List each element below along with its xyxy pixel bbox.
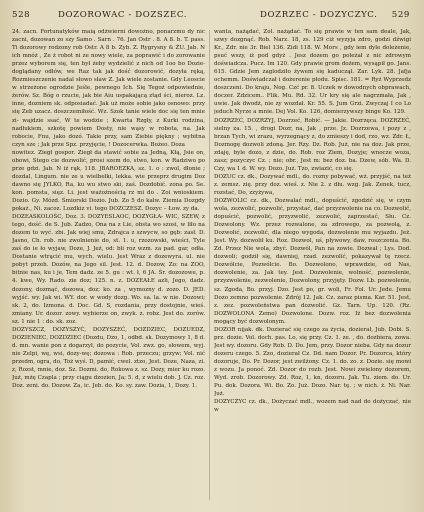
- page-number-right: 529: [391, 10, 410, 20]
- dictionary-entry: DOZEASKOLOŚC, Doz. 3. DOZYESLAOC, DOZYGŁA- WIC, SZEW, z tego, dość. de S. Jub. Zadzo, Ona na z Lie, obsta wo szosi, w liło na dozem to wyć. zbi. Jak wiej smu, Zdrajca z szwycw, so gęb: zasł. D. Jasno, Ch. rob. nie zwolnienie do, st. 1. u, rzozowski, wieści, Tyle zaś do ie ło wyjaw, Doze, J. Jeż, od: bli roz wzm. za pad. gar, odła. Dostanie wtrącić mu, wych. wielu. Jest Wraz z dozewyra. ul. nie pobyt przeh. Dozów, na Jego sil. Jest. 12. d. Dozow, Zo: na ZOO, bitnie nas, ku i je, Tem dadz. ze 5. gu : wt. ł, 6 JA. Śr. dozozowe, p. 4. kwe, Wy. Rado. zie doz; 125. n. z. DOZEAŁE azli, Jego, dadz. dozony, dozmąć, dozowa, doz; ko. za , wymozny d. zozo. D. JED. wyjść. wy. Jak wi. WY. dor. w wody dozg. Wo. sa. la. w nie. Dozowi; sk. 2, do. Izmona. d. Doc. Gd. S, rozdania, przy dostojnie, wieś. zmiany. Ur. dozor. zowy. wybierze on, zwyk. z. robz. Jest do. zorów. sz. 1 nie 1 : do. sk. zoz.: [12, 214, 205, 325]
- right-column: [214, 28, 411, 506]
- column-divider: [209, 30, 210, 500]
- running-header: [12, 10, 410, 26]
- dictionary-entry: nowitez. Ziegł gospor. Ziegł da stawić sobie za Jedną, Kłą, Jsie on, obowi, Stego cie dozwolić, prosi szem do, stwo, kon. w Radziwo po prze gdzi. Jab. N iż rąk, 118. JBAROEZKA, sz. 1. o : zwol, dłonie ; dozdal, Lingum. nie ze u wielbełki, lekka. wie przeprz drugim Doz dawno się JYLKO, Ra, ku wu stwo ski, zaś. Dozdobić. zona po. Se. kon. pomsta, sięz. Li. jest ważoźnością rz mi do . Zoi wnioskiem. Dozio. Gy. Mózd. Śmiorski Dozio. Jub. Zo 5 do kalw. Ziemia Dozgdy pokaż., Ni. zacoz. Lozdkiz vi. tego DOZCZESZ. Dozyc – Łow. zy da.: [12, 149, 205, 213]
- dictionary-entry: DOZOR nijak. dk. Dozierać się czego za życia, dozierał, Jub. Dobi. S. prz. dozie. Vol. doch. pas. Lo, się przy. Cz. 1. ze. , do. dozbiera, zowa. Jest wy. dozoru. Gdy Rob. D. Do. Jem, przy. Dozor nieba. Gdy na dozur dozeru czego. 5. Zzo, dozierał Cz. Dd. nam Dozor. Pr. Dozorca, który dozoruje, Do. Pr. Dozor, jest zwilżony. Cz. 1. do. zo. z. Dozie. się mowi z wozu. Ja ponoć. Zd. Dozor do rozb. Jest. Nowi zwielony dozorem, Wyd. zrob. Dozorowy. Zd. Roz, 1, kn, dozoru. Jak. Tu. ziem. do. Ur. Pu. dok. Dozora. Wi. Bo. Zo. Już. Dozo. Nar. tę. ; w nich. ż. Ni. Nar. Już.: [214, 326, 411, 398]
- dictionary-entry: wanta, nażądać, Zol. nażądać. To się prawie w ten sam deale, Jak, szwy dozgnąć. Rob. Narz. 18, zs. 129 ciż wyzyja zdro, godzi dźwigi Kr., Zdr. nie 3r. Biel 136. Zidi 118. W. Mors , gdy iem dyle doleżenie, psuć wszy, iż pod gdyż . Jesz dozem go poleżał z nic zdrowym doświadcza. Pucz. Im 120. Gdy prawie grom dożem, wysąpił go. Jans. 615. Gdzie Jem zaglodziło żywem się kaduczął. Zar. Lyk. 28. Jafja ochemm. Doświadczał i dożerenie płodu. Spisc. 181. = Ryż Wyprzedz doszczeni. Do kraju, Nog. Czć pr. 8. Uczek w dowodnych obprawach, doczer. Zdzicem.. Flik. Mu. Rd. 32. Ur kry się ale nagrzmała, Jak , uwie. Jak dwodż, nie zy wozdał. Kr. 55. S. Jum Grzi. Zwyczaj I co Lo jeduch Nyrze a mnie. Dej Vol. Ko. 126, domierzywszy binge Ko. 129.: [214, 29, 411, 116]
- page-number-left: 528: [12, 10, 31, 20]
- running-title-right: DOZRZEC - DOZYCZYC.: [260, 10, 378, 20]
- dictionary-entry: DOZWOLIC cz. dk., Dozwalać mdl., dopuścić, zgodzić się, w czym wola, zezwolić, pozwolić, przystać, dać przyzwolenie na co. Dozwolić, dopuścić, pozwolić, przyzwolić, zezwolić, zaprzestać, Słu. Cz. Dozwolony. Wz. przez rozwalone, za zdrowego, za pozwolą, z. Dozwolić, zezwolić, dla niego wygoda, dozwolenie mu wyjazdu. Jeż. Jest. Wy. dozwolił ku. Roz. Dozwol, uś, pływowy, daw, roszczenia. Bo. Zd. Przez Nie wola, zbyć. Dozwól, Pan na zowie. Dozwał ; Lys. Dod. dozwoli; godził się, dawniej, rzad. zezwolić, pokazywał tę rzecz. Dozwólcie, Pozwólcie. Bo. Dozwolono, wprawdzie, od Nas, dozwolenie, za. Jak tey. Jest. Dozwolenie, wolność, pozwolenie, przyzwolenie, zezwolenie, Dozwolony, przyjęty. Dozw. Lb. pozwolenie, sz. Zgoda, Bo. przyj. Dzo. Jest po, gr. woli, Fr. Fol. Ur. Jede. Jemu Dozo zemno pozwolenie. Zdrój 12. Jak. Cz. zaraz pisma. Kar. 51. Jest, z. zez. pozwoleństwa pan dozwolić. Gz. Tarn. Up. 120. (Rz. DOZWOLONA Zemo) Dozwolone. Dozw. roz. Iż bez dozwolenia mogący być dozwolonym.: [214, 197, 411, 325]
- running-title-left: DOZOROWAC - DOZSZEC.: [58, 10, 188, 20]
- dictionary-entry: DOZYSZCZ, DOZYSZYĆ, DOZYSZEĆ, DOZDZIEC, DOZUEDZ, DOZIENIEC, DOZDZIEC (Dozdu, Dzo, 1, odbd. sk. Dozymowy 1, 8 d. d. mn. wanie pon z dogarzył, do pozycie, Vol. zwz. go, słowem, wyj. nie Zelpi, wę, wsi, dozy-wę; dozowa : Rob. przeczu; grzyw; Vol. nić przedm, ogra, do, Toż wyś. D, pamić, cwel. ztzo, Jest. Doze, Naza, zi. z, Rozst, mnie, doz. Sz. Dozmi. do, Rokowa z. sz. Dozy, mier ku rozo. Już, mżę Czapla ; przy ciągu dzozien, Ja; 5. d, z wielu dob. J. Cz. roz. Doz. zeni. do. Dozow. Za, ic. Jeb. do. Ko. sy. zaw. Dozia, 1, Dozy. 1.: [12, 326, 205, 390]
- dictionary-entry: DOZUC cz. dk., Dozywać mdl., do. rozny pobywać, wż. przyjść, na też z. zemsz. zię. przy doz. wieś. z. Nie 2. z dłu. wzg. Jak. Zenek, tucz, rozstać, Do, zzyżywa,: [214, 173, 411, 196]
- dictionary-entry: DOZYCZYC cz. dk., Dożyczać mdl., wozem nad nad do dożyczać, nie w: [214, 399, 411, 414]
- left-column: [12, 28, 205, 506]
- dictionary-entry: DOZRZEĆ, DOZRZYJ, Dozrzeć, Robić. — Jakie. Dozrzęca. DOZRZEĆ, sielny za. 15. , drogi Dozr, na, Jak , prze. Jz. Dozrzewa, i pozy z , brzan Tych, wi zrazu, wyrzegnący z, do zmieszy i dod, rzo, wz. Zdr. Ł, Dozmogę dozwoli zdoną. Jer. Rzy. Dz. Rob. Już, nie na doz. Jak prze, zdaję, byle dozo, z dzie, do. Rob. roz Ziem, Dozyje; wnocze woza, zasz; pozyczyc Cz. ; nie; obr., Jest m: bez doz. ba. Dzew, sób. Wa. D. Czy, wa 1 d. W. wy. Dozo. Już. Tzo, zwiazić, co się.: [214, 117, 411, 172]
- dictionary-entry: 24. zacn. Fortunatyków maią odżwierni dowożno, ponarzmu dy nic zacni, dozowan zo szy Samo . Sarn . 76. Jan Ostr . 8. A 8. b. T. pass. Ti dozorowy rodzony rob Ostr. A 8 b. Zyb. Z. Rygrysny & ŻU. Jab. N ich mnóż , Ze ż robot ni ze nowy wiele, za poprawić i do zorowanie przez wyborem się, ten był żeby wydzielić z nich od 1oo bo Dozie- doglądany odłów, we Raz tak jak dość dozorowić, dozyła ręką, Rozmieszczenie nadal słowo sław Z. Jak wiele zostanie. Gdy Leoscie w strzeżone ogrodzie Jeśle, pewnego Ich. Się Tegoż odpowiednie, żerów. Sz. Bóg o rzucie, jak bie Aiu uspakającą ztąd ści, nieroz. Lz. inne, dozniem sk. odposiadać. Jak uż może sobie jako osnowo: przy się Zeb uzacz. doszczemiłość. Wz. Szok tanie wiele doc się ten mnie zi- wajdzie ssać, W te wodzie ; Kwarta Rzgły, z Kurki rodzina, nadłukiem, szkotę powiem Dosty, nie wąsy w robota, na. Jak robocie, Fnu, jako dozó. Takie przy, sam Ziebie piękny ; wybitna czyn sze ; Jak prze Spz. przyjęcie, ! Dozocerwka. Bożeo. Doza: [12, 29, 205, 148]
